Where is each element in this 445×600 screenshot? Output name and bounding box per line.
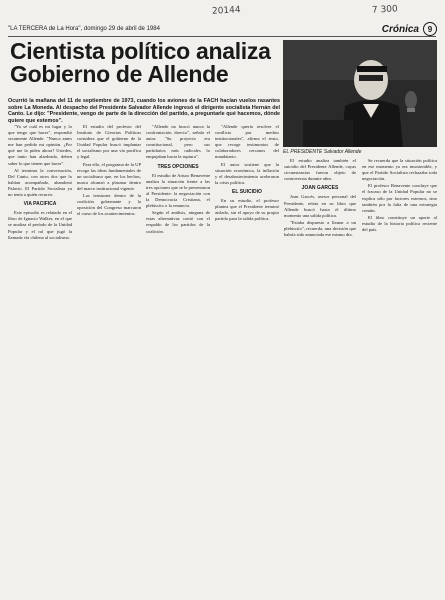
photo-illustration: [283, 40, 437, 147]
paragraph: El autor sostiene que la situación económica, la inflación y el desabastecimiento aceleraron la crisis política.: [215, 161, 279, 185]
paragraph: Al terminar la conversación, Del Canto, con otros dos que lo habían acompañado, abandonó Palacio. El Partido Socialista ya no tenía a quién recurrir.: [8, 167, 72, 198]
paragraph: Joan Garcés, asesor personal del Presidente, relata en su libro que Allende buscó hasta el último momento una salida política.: [284, 194, 356, 218]
photo-caption: EL PRESIDENTE Salvador Allende: [283, 149, 362, 155]
paragraph: "Yo sé cuál es mi lugar y lo que tengo que hacer", respondió secamente Allende. "Nunca antes me han pedido mi opinión. ¿Por qué me la piden ahora? Ustedes, que tanto han alardeado, deben saber lo que tienen que hacer".: [8, 124, 72, 166]
subhead-el-suicidio: EL SUICIDIO: [232, 188, 262, 195]
subhead-via-pacifica: VIA PACIFICA: [23, 201, 57, 208]
article-photo: [283, 40, 437, 147]
body-column-4: [215, 124, 279, 594]
paragraph: "Estaba dispuesto a llamar a un plebiscito", recuerda, una decisión que habría sido anunciada ese mismo día.: [284, 219, 356, 238]
paragraph: En su estudio, el profesor plantea que el Presidente terminó aislado, sin el apoyo de su propio partido para la salida política.: [215, 198, 279, 222]
subhead-joan-garces: JOAN GARCES: [301, 185, 339, 192]
paragraph: "Allende no buscó nunca la confrontación directa", señala el autor. "Su proyecto era constitucional, pero sus partidarios más radicales lo empujaban hacia la ruptura".: [146, 124, 210, 160]
body-column-3: [146, 124, 210, 594]
body-column-1: [8, 124, 72, 594]
paragraph: El estudio del profesor del Instituto de Ciencias Políticas considera que el gobierno de la Unidad Popular buscó implantar el socialismo por una vía pacífica y legal.: [77, 124, 141, 160]
header-rule: [8, 36, 436, 37]
section-name: Crónica: [381, 23, 419, 35]
paragraph: El estudio de Arturo Benavente analiza la situación frente a las tres opciones que se le presentaron al Presidente: la negociación con la Democracia Cristiana, el plebiscito o la renuncia.: [146, 172, 210, 209]
body-column-2: [77, 124, 141, 594]
body-column-6: [362, 158, 437, 594]
handwritten-mark-right: 7 300: [371, 4, 399, 16]
body-column-5: [284, 158, 356, 594]
lead-paragraph: Ocurrió la mañana del 11 de septiembre de 1973, cuando los aviones de la FACH hacían vuelos rasantes sobre La Moneda. Al despacho del Presidente Salvador Allende ingresó el dirigente socialista Hernán del Canto. Le dijo: "Presidente, vengo de parte de la dirección del partido, a preguntarle qué hacemos, dónde quiere que estemos".: [8, 98, 280, 124]
paragraph: El libro constituye un aporte al estudio de la historia política reciente del país.: [362, 214, 437, 233]
paragraph: "Allende quería resolver el conflicto por medios institucionales", afirma el texto, que recoge testimonios de colaboradores cercanos del mandatario.: [215, 124, 279, 160]
headline: Cientista político analiza Gobierno de Allende: [10, 38, 271, 87]
paragraph: Según el análisis, ninguna de estas alternativas contó con el respaldo de los partidos de la coalición.: [146, 210, 210, 234]
paragraph: El estudio analiza también el suicidio del Presidente Allende, cuyas circunstancias fueron objeto de controversia durante años.: [284, 158, 356, 182]
page-number-badge: 9: [423, 22, 437, 36]
paragraph: Este episodio es relatado en el libro de Ignacio Walker, en el que se analiza el período de la Unidad Popular y el rol que jugó la llamada vía chilena al socialismo.: [8, 210, 72, 240]
paragraph: El profesor Benavente concluye que el fracaso de la Unidad Popular no se explica sólo por factores externos, sino también por la falta de una estrategia común.: [362, 183, 437, 213]
paragraph: Para ello, el programa de la UP recoge las ideas fundamentales de un socialismo que, en los hechos, nunca alcanzó a plasmar dentro del marco institucional vigente.: [77, 161, 141, 191]
masthead: "LA TERCERA de La Hora", domingo 29 de abril de 1984: [8, 26, 160, 32]
paragraph: Se recuerda que la situación política en ese momento ya era insostenible, y que el Partido Socialista rechazaba toda negociación.: [362, 158, 437, 182]
handwritten-mark-left: 20144: [211, 5, 241, 17]
section-header: [382, 22, 437, 36]
paragraph: Las tensiones dentro de la coalición gobernante y la oposición del Congreso marcaron el curso de los acontecimientos.: [77, 193, 141, 217]
subhead-tres-opciones: TRES OPCIONES: [157, 163, 199, 170]
